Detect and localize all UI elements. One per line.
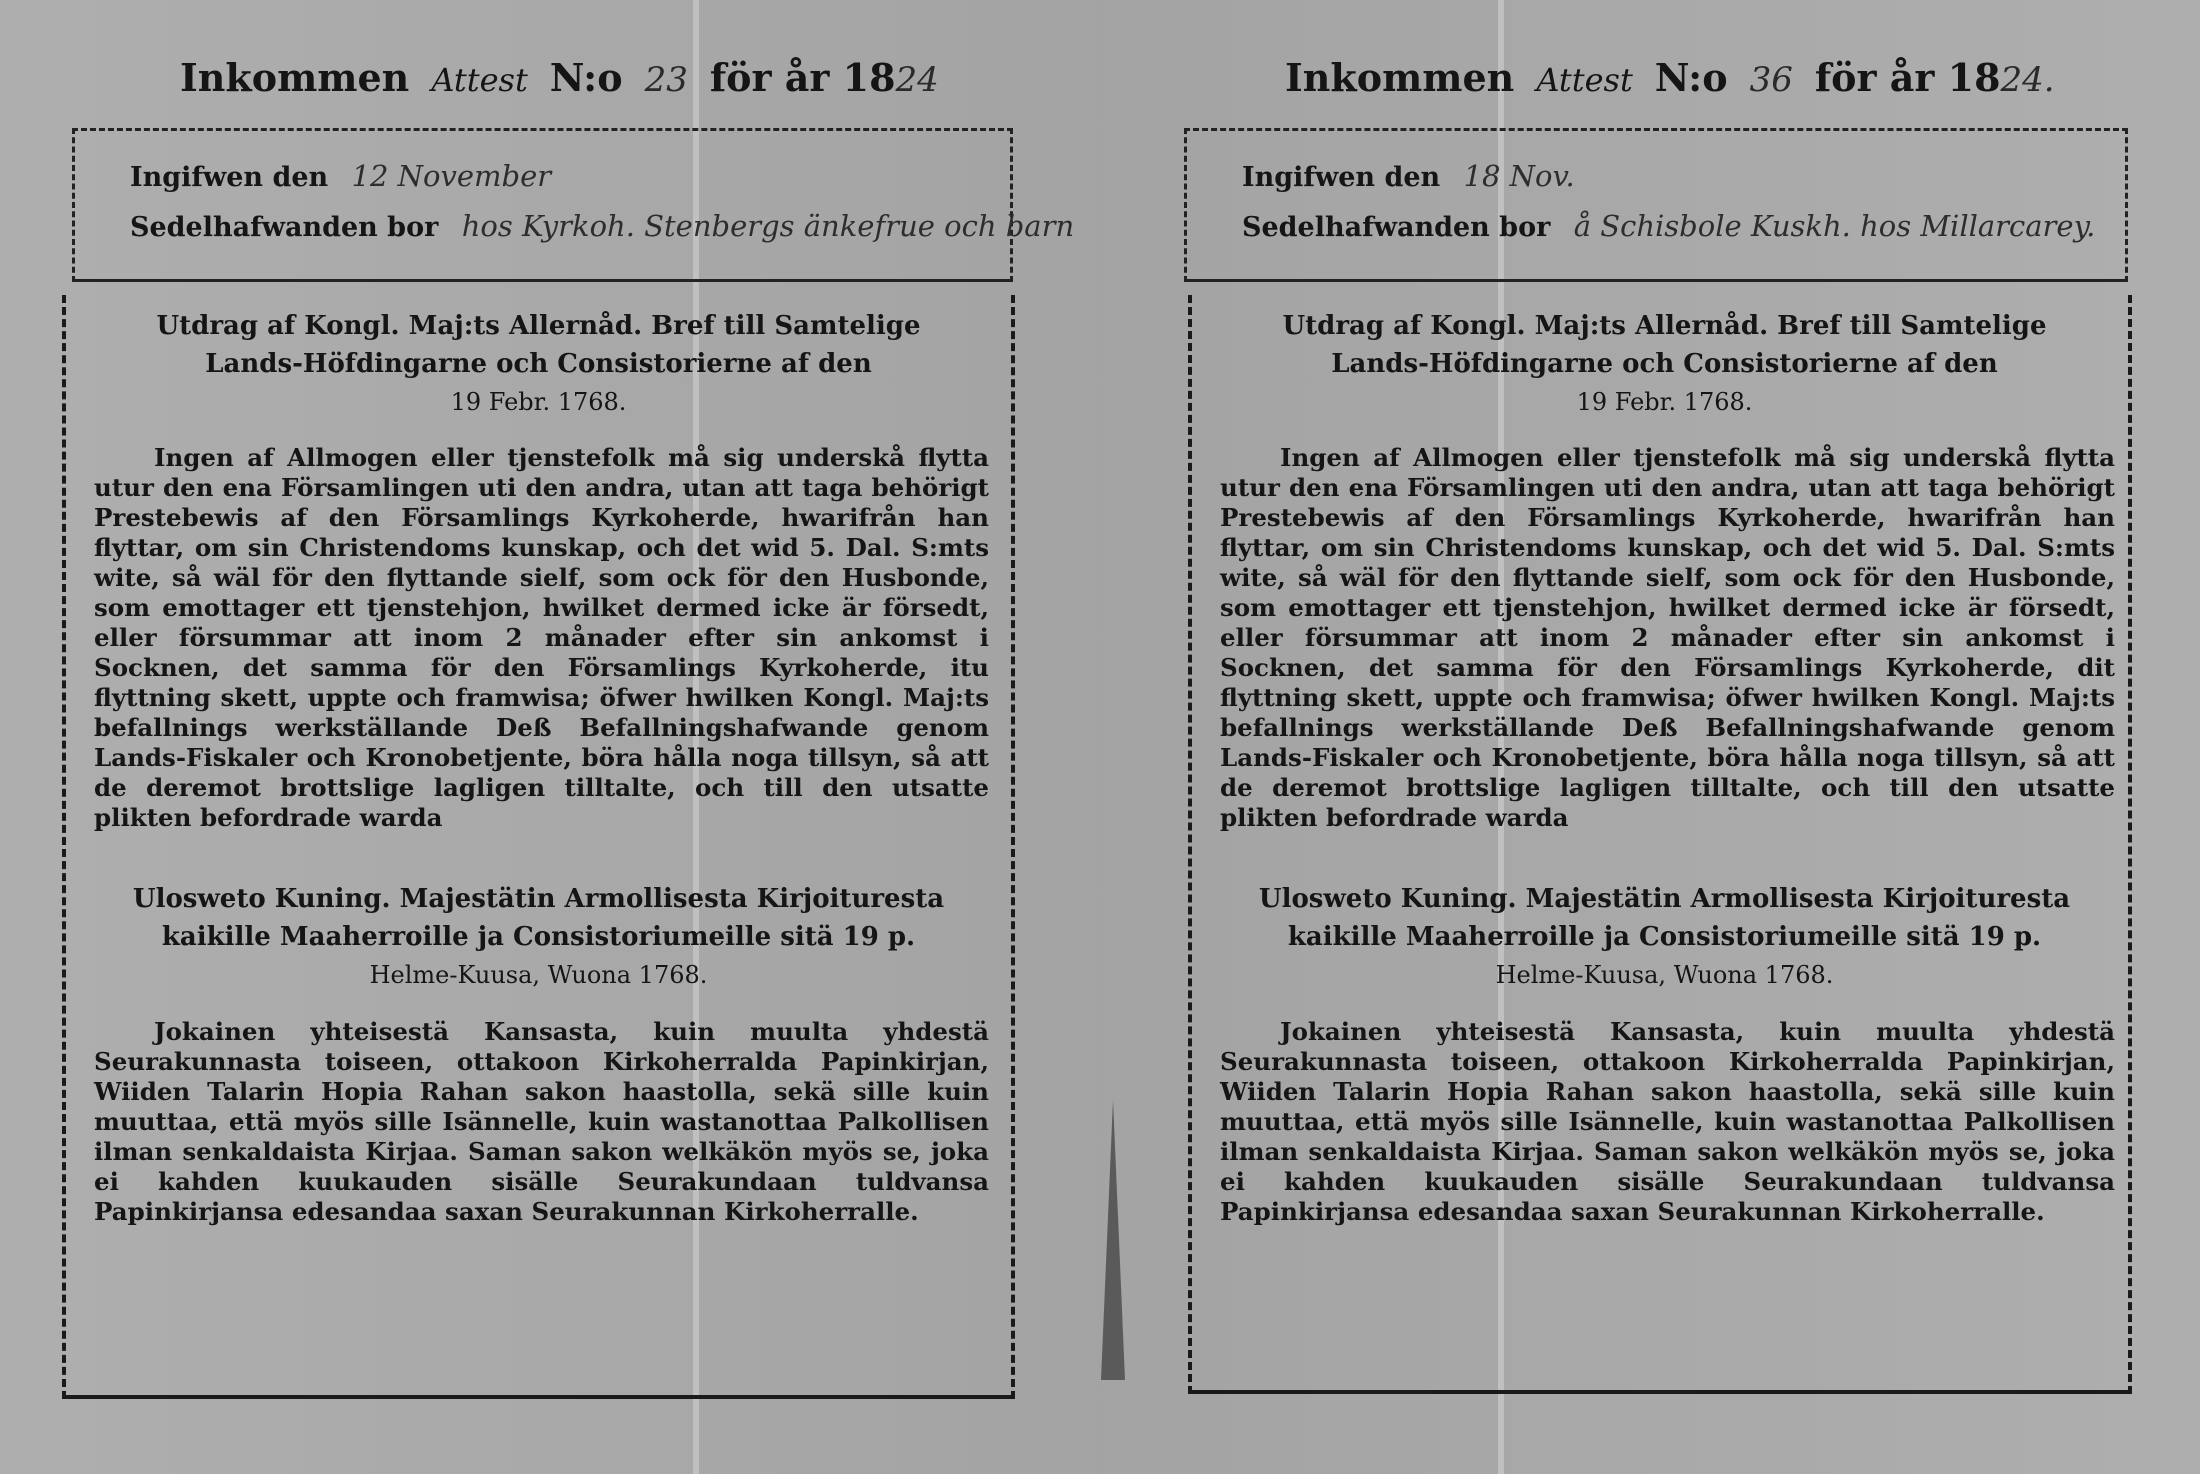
title-number-handwritten: 36	[1749, 60, 1793, 100]
header-box	[1184, 128, 2128, 282]
finnish-heading-line2: kaikille Maaherroille ja Consistoriumeille sitä 19 p.	[1287, 922, 2042, 952]
finnish-date: Helme-Kuusa, Wuona 1768.	[1495, 961, 1834, 989]
sedel-row	[130, 209, 1074, 243]
title-number-label: N:o	[1654, 55, 1728, 100]
swedish-paragraph: Ingen af Allmogen eller tjenstefolk må sig underskå flytta utur den ena Församlingen uti den andra, utan att taga behörigt Prestebewis af den Församlings Kyrkoherde, hwarifrån han flyttar, om sin Christendoms kunskap, och det wid 5. Dal. S:mts wite, så wäl för den flyttande sielf, som ock för den Husbonde, som emottager ett tjenstehjon, hwilket dermed icke är försedt, eller försummar att inom 2 månader efter sin ankomst i Socknen, det samma för den Församlings Kyrkoherde, itu flyttning skett, uppte och framwisa; öfwer hwilken Kongl. Maj:ts befallnings werkställande Deß Befallningshafwande genom Lands-Fiskaler och Kronobetjente, böra hålla noga tillsyn, så att de deremot brottslige lagligen tilltalte, och till den utsatte plikten befordrade warda	[94, 443, 989, 832]
swedish-heading-line2: Lands-Höfdingarne och Consistorierne af den	[205, 349, 872, 379]
right-form	[1160, 0, 2200, 1474]
body-box	[1188, 295, 2132, 1394]
sedel-label: Sedelhafwanden bor	[1242, 212, 1551, 243]
title-attest: Attest	[1536, 61, 1633, 99]
swedish-date: 19 Febr. 1768.	[1576, 388, 1753, 416]
swedish-paragraph: Ingen af Allmogen eller tjenstefolk må sig underskå flytta utur den ena Församlingen uti den andra, utan att taga behörigt Prestebewis af den Församlings Kyrkoherde, hwarifrån han flyttar, om sin Christendoms kunskap, och det wid 5. Dal. S:mts wite, så wäl för den flyttande sielf, som ock för den Husbonde, som emottager ett tjenstehjon, hwilket dermed icke är försedt, eller försummar att inom 2 månader efter sin ankomst i Socknen, det samma för den Församlings Kyrkoherde, dit flyttning skett, uppte och framwisa; öfwer hwilken Kongl. Maj:ts befallnings werkställande Deß Befallningshafwande genom Lands-Fiskaler och Kronobetjente, böra hålla noga tillsyn, så att de deremot brottslige lagligen tilltalte, och till den utsatte plikten befordrade warda	[1220, 443, 2115, 832]
ingifwen-handwritten: 18 Nov.	[1463, 159, 1575, 193]
form-title	[1285, 55, 2055, 115]
form-title	[180, 55, 939, 115]
title-year-handwritten: 24.	[2000, 60, 2055, 100]
title-attest: Attest	[431, 61, 528, 99]
left-form	[50, 0, 1110, 1474]
ingifwen-row	[130, 159, 551, 193]
finnish-date: Helme-Kuusa, Wuona 1768.	[369, 961, 708, 989]
title-year-label: för år 18	[709, 55, 896, 100]
sedel-handwritten: å Schisbole Kuskh. hos Millarcarey.	[1573, 209, 2096, 243]
swedish-heading-line2: Lands-Höfdingarne och Consistorierne af den	[1331, 349, 1998, 379]
sedel-row	[1242, 209, 2095, 243]
finnish-heading-line1: Ulosweto Kuning. Majestätin Armollisesta Kirjoituresta	[132, 884, 945, 914]
swedish-date: 19 Febr. 1768.	[450, 388, 627, 416]
title-prefix: Inkommen	[180, 55, 410, 100]
finnish-heading	[1222, 880, 2107, 994]
finnish-paragraph: Jokainen yhteisestä Kansasta, kuin muulta yhdestä Seurakunnasta toiseen, ottakoon Kirkoherralda Papinkirjan, Wiiden Talarin Hopia Rahan sakon haastolla, sekä sille kuin muuttaa, että myös sille Isännelle, kuin wastanottaa Palkollisen ilman senkaldaista Kirjaa. Saman sakon welkäkön myös se, joka ei kahden kuukauden sisälle Seurakundaan tuldvansa Papinkirjansa edesandaa saxan Seurakunnan Kirkoherralle.	[1220, 1017, 2115, 1226]
finnish-heading	[96, 880, 981, 994]
finnish-heading-line2: kaikille Maaherroille ja Consistoriumeille sitä 19 p.	[161, 922, 916, 952]
swedish-heading	[96, 307, 981, 421]
swedish-heading-line1: Utdrag af Kongl. Maj:ts Allernåd. Bref till Samtelige	[156, 311, 921, 341]
header-box	[72, 128, 1075, 282]
ingifwen-handwritten: 12 November	[351, 159, 552, 193]
swedish-heading-line1: Utdrag af Kongl. Maj:ts Allernåd. Bref till Samtelige	[1282, 311, 2047, 341]
finnish-paragraph: Jokainen yhteisestä Kansasta, kuin muulta yhdestä Seurakunnasta toiseen, ottakoon Kirkoherralda Papinkirjan, Wiiden Talarin Hopia Rahan sakon haastolla, sekä sille kuin muuttaa, että myös sille Isännelle, kuin wastanottaa Palkollisen ilman senkaldaista Kirjaa. Saman sakon welkäkön myös se, joka ei kahden kuukauden sisälle Seurakundaan tuldvansa Papinkirjansa edesandaa saxan Seurakunnan Kirkoherralle.	[94, 1017, 989, 1226]
sedel-label: Sedelhafwanden bor	[130, 212, 439, 243]
title-number-label: N:o	[549, 55, 623, 100]
sedel-handwritten: hos Kyrkoh. Stenbergs änkefrue och barn	[461, 209, 1075, 243]
body-box	[62, 295, 1015, 1399]
swedish-heading	[1222, 307, 2107, 421]
finnish-heading-line1: Ulosweto Kuning. Majestätin Armollisesta Kirjoituresta	[1258, 884, 2071, 914]
title-year-handwritten: 24	[895, 60, 939, 100]
title-year-label: för år 18	[1814, 55, 2001, 100]
ingifwen-row	[1242, 159, 1575, 193]
ingifwen-label: Ingifwen den	[130, 162, 329, 193]
ingifwen-label: Ingifwen den	[1242, 162, 1441, 193]
title-prefix: Inkommen	[1285, 55, 1515, 100]
title-number-handwritten: 23	[644, 60, 688, 100]
